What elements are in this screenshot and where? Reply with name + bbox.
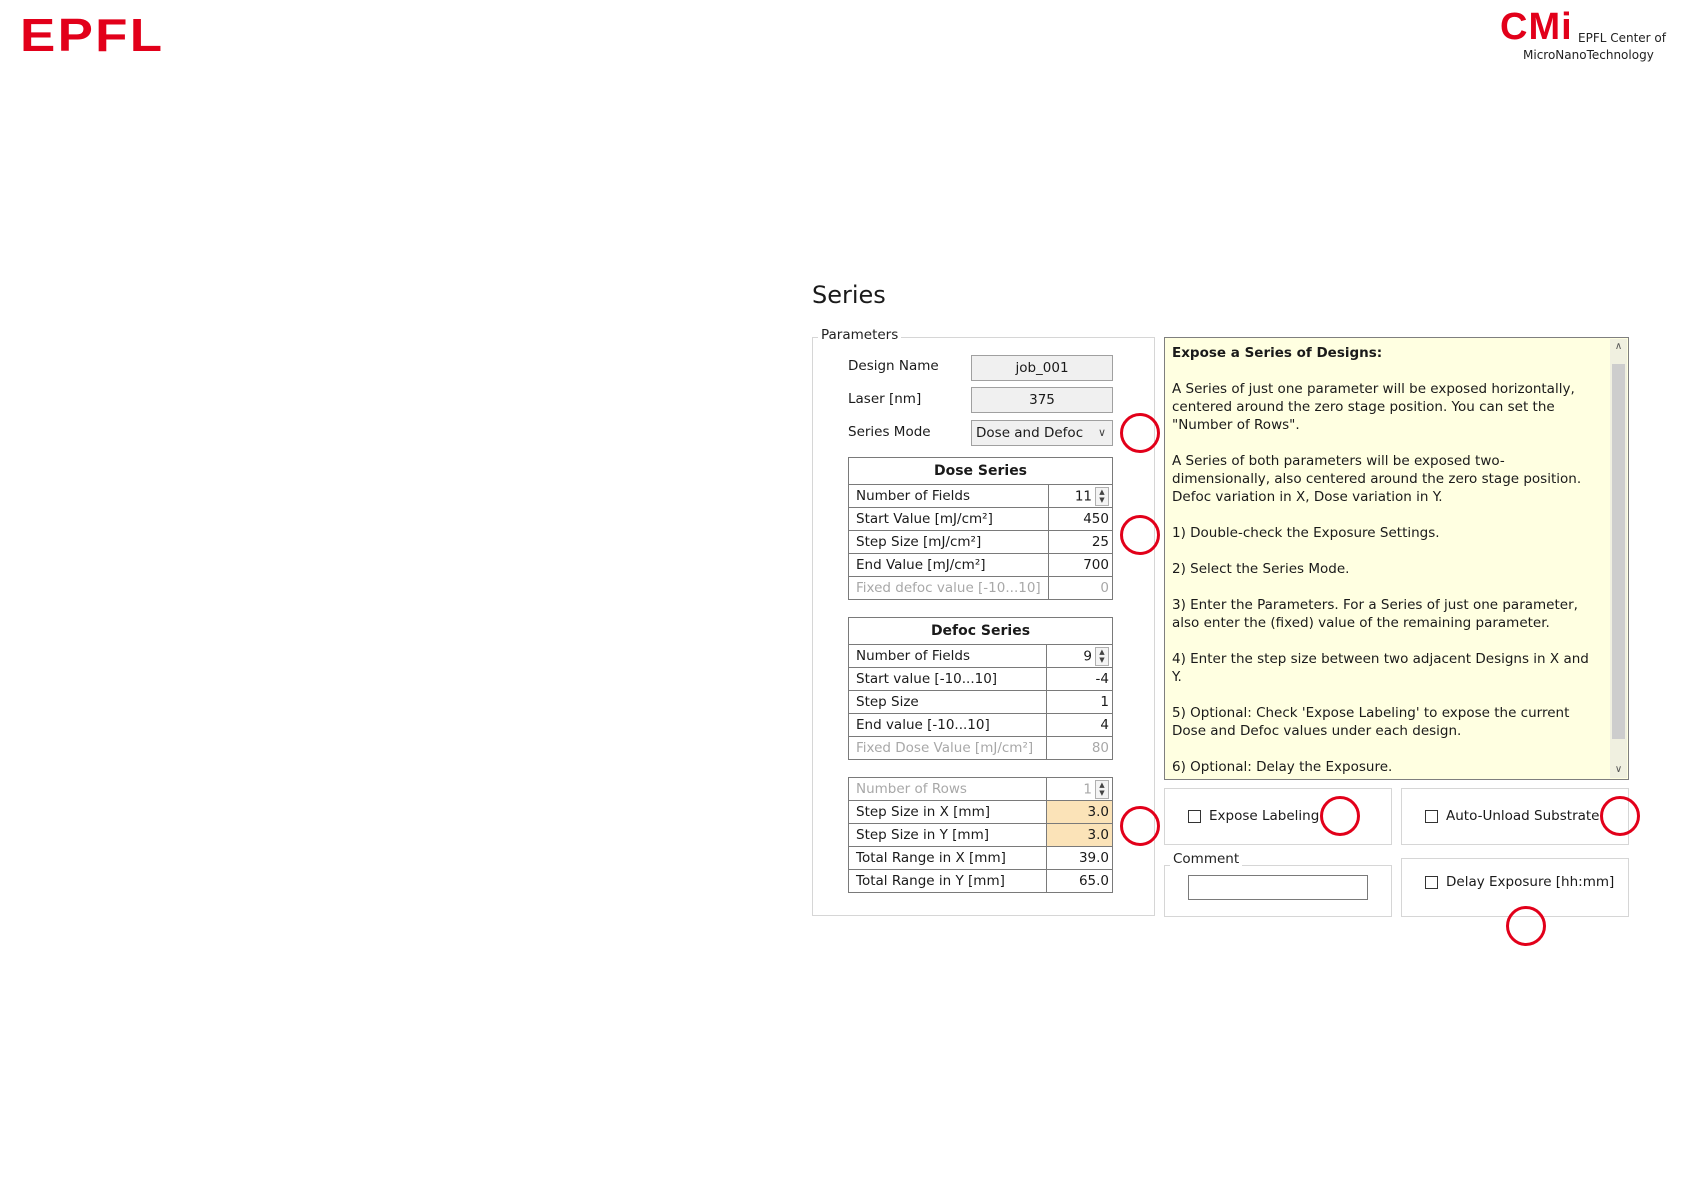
design-name-field[interactable]: job_001 xyxy=(971,355,1113,381)
comment-legend: Comment xyxy=(1170,851,1242,867)
checkbox-icon[interactable] xyxy=(1425,876,1438,889)
fixed-dose-label: Fixed Dose Value [mJ/cm²] xyxy=(849,737,1047,760)
step-x-field[interactable]: 3.0 xyxy=(1047,801,1113,824)
table-row xyxy=(849,668,1113,691)
series-mode-value: Dose and Defoc xyxy=(976,425,1084,441)
annotation-circle xyxy=(1120,413,1160,453)
expose-labeling-label: Expose Labeling xyxy=(1209,808,1320,824)
help-paragraph: 5) Optional: Check 'Expose Labeling' to expose the current Dose and Defoc values under each design. xyxy=(1172,705,1570,739)
annotation-circle xyxy=(1320,796,1360,836)
number-of-rows-value: 1 xyxy=(1083,781,1092,797)
epfl-logo: EPFL xyxy=(20,9,165,61)
help-paragraph: 4) Enter the step size between two adjacent Designs in X and Y. xyxy=(1172,651,1589,685)
defoc-end-label: End value [-10...10] xyxy=(849,714,1047,737)
help-heading: Expose a Series of Designs: xyxy=(1172,345,1383,361)
auto-unload-label: Auto-Unload Substrate xyxy=(1446,808,1600,824)
parameters-legend: Parameters xyxy=(818,327,901,343)
step-y-field[interactable]: 3.0 xyxy=(1047,824,1113,847)
table-row xyxy=(849,531,1113,554)
dose-start-label: Start Value [mJ/cm²] xyxy=(849,508,1049,531)
table-row xyxy=(849,714,1113,737)
design-name-label: Design Name xyxy=(848,358,939,374)
scroll-down-icon[interactable]: ∨ xyxy=(1614,764,1623,775)
dose-fields-spinner[interactable] xyxy=(1048,485,1112,508)
annotation-circle xyxy=(1120,806,1160,846)
range-x-label: Total Range in X [mm] xyxy=(849,847,1047,870)
range-x-field: 39.0 xyxy=(1047,847,1113,870)
dose-fields-label: Number of Fields xyxy=(849,485,1049,508)
defoc-start-field[interactable]: -4 xyxy=(1047,668,1113,691)
table-row xyxy=(849,577,1113,600)
step-x-label: Step Size in X [mm] xyxy=(849,801,1047,824)
layout-table xyxy=(848,777,1113,893)
help-scrollbar[interactable] xyxy=(1610,339,1627,778)
table-row xyxy=(849,778,1113,801)
table-row xyxy=(849,691,1113,714)
fixed-defoc-field: 0 xyxy=(1048,577,1112,600)
dose-step-label: Step Size [mJ/cm²] xyxy=(849,531,1049,554)
spinner-arrows-icon[interactable]: ▲ ▼ xyxy=(1095,647,1109,666)
delay-exposure-label: Delay Exposure [hh:mm] xyxy=(1446,874,1615,890)
help-text xyxy=(1172,344,1602,794)
page-title: Series xyxy=(812,281,886,309)
dose-fields-value: 11 xyxy=(1074,488,1092,504)
help-paragraph: 2) Select the Series Mode. xyxy=(1172,561,1350,577)
dose-end-label: End Value [mJ/cm²] xyxy=(849,554,1049,577)
help-paragraph: 3) Enter the Parameters. For a Series of just one parameter, also enter the (fixed) value of the remaining parameter. xyxy=(1172,597,1578,631)
annotation-circle xyxy=(1506,906,1546,946)
cmi-logo-line1: EPFL Center of xyxy=(1578,31,1666,45)
table-row xyxy=(849,554,1113,577)
expose-labeling-checkbox[interactable] xyxy=(1188,808,1319,824)
annotation-circle xyxy=(1120,515,1160,555)
help-panel[interactable] xyxy=(1164,337,1629,780)
scroll-thumb[interactable] xyxy=(1612,364,1625,739)
delay-exposure-checkbox[interactable] xyxy=(1425,874,1614,890)
number-of-rows-label: Number of Rows xyxy=(849,778,1047,801)
range-y-field: 65.0 xyxy=(1047,870,1113,893)
table-row xyxy=(849,737,1113,760)
table-row xyxy=(849,847,1113,870)
spinner-arrows-icon[interactable]: ▲ ▼ xyxy=(1095,487,1109,506)
step-y-label: Step Size in Y [mm] xyxy=(849,824,1047,847)
laser-field[interactable]: 375 xyxy=(971,387,1113,413)
checkbox-icon[interactable] xyxy=(1425,810,1438,823)
defoc-series-table xyxy=(848,617,1113,760)
checkbox-icon[interactable] xyxy=(1188,810,1201,823)
help-paragraph: A Series of just one parameter will be exposed horizontally, centered around the zero stage position. You can set the "Number of Rows". xyxy=(1172,381,1575,433)
number-of-rows-spinner xyxy=(1047,778,1113,801)
range-y-label: Total Range in Y [mm] xyxy=(849,870,1047,893)
help-paragraph: 1) Double-check the Exposure Settings. xyxy=(1172,525,1440,541)
defoc-series-header: Defoc Series xyxy=(849,618,1113,645)
table-row xyxy=(849,508,1113,531)
series-mode-dropdown[interactable] xyxy=(971,420,1113,446)
defoc-start-label: Start value [-10...10] xyxy=(849,668,1047,691)
defoc-fields-label: Number of Fields xyxy=(849,645,1047,668)
fixed-defoc-label: Fixed defoc value [-10...10] xyxy=(849,577,1049,600)
table-row xyxy=(849,801,1113,824)
help-paragraph: 6) Optional: Delay the Exposure. xyxy=(1172,759,1393,775)
cmi-logo: CMi xyxy=(1500,6,1573,48)
auto-unload-checkbox[interactable] xyxy=(1425,808,1600,824)
cmi-logo-line2: MicroNanoTechnology xyxy=(1523,48,1654,62)
table-row xyxy=(849,485,1113,508)
comment-input[interactable] xyxy=(1188,875,1368,900)
table-row xyxy=(849,870,1113,893)
dose-series-table xyxy=(848,457,1113,600)
defoc-step-field[interactable]: 1 xyxy=(1047,691,1113,714)
defoc-fields-spinner[interactable] xyxy=(1047,645,1113,668)
annotation-circle xyxy=(1600,796,1640,836)
series-mode-label: Series Mode xyxy=(848,424,931,440)
dose-step-field[interactable]: 25 xyxy=(1048,531,1112,554)
fixed-dose-field: 80 xyxy=(1047,737,1113,760)
defoc-fields-value: 9 xyxy=(1083,648,1092,664)
scroll-up-icon[interactable]: ∧ xyxy=(1614,341,1623,352)
dose-start-field[interactable]: 450 xyxy=(1048,508,1112,531)
table-row xyxy=(849,645,1113,668)
laser-label: Laser [nm] xyxy=(848,391,922,407)
spinner-arrows-icon: ▲ ▼ xyxy=(1095,780,1109,799)
help-paragraph: A Series of both parameters will be exposed two-dimensionally, also centered around the zero stage position. Defoc variation in X, Dose variation in Y. xyxy=(1172,453,1582,505)
table-row xyxy=(849,824,1113,847)
dose-end-field: 700 xyxy=(1048,554,1112,577)
defoc-end-field: 4 xyxy=(1047,714,1113,737)
defoc-step-label: Step Size xyxy=(849,691,1047,714)
chevron-down-icon: ∨ xyxy=(1097,426,1106,439)
dose-series-header: Dose Series xyxy=(849,458,1113,485)
